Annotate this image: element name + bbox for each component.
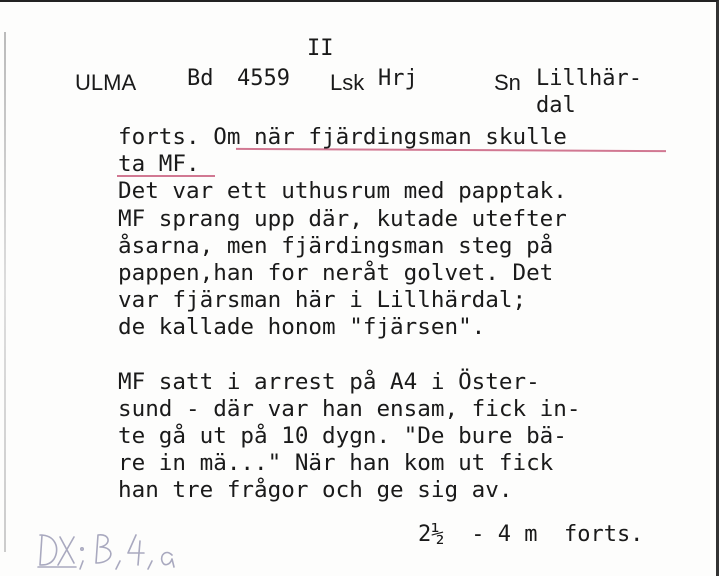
text-line: Det var ett uthusrum med papptak. <box>118 178 567 205</box>
text-line: ta MF. <box>118 151 200 178</box>
page-range-fraction: 2½ <box>418 522 445 547</box>
parish-label: Sn <box>494 70 521 95</box>
text-line: de kallade honom "fjärsen". <box>118 314 486 341</box>
record-text <box>118 124 581 505</box>
province-label: Lsk <box>330 70 365 95</box>
province-value: Hrj <box>378 66 418 91</box>
volume-label: Bd <box>187 66 214 91</box>
text-line: pappen,han for neråt golvet. Det <box>118 259 554 286</box>
card-edge <box>4 32 6 552</box>
page-range-rest: - 4 m forts. <box>458 522 644 547</box>
volume-value: 4559 <box>237 66 290 91</box>
text-line: åsarna, men fjärdingsman steg på <box>118 232 554 259</box>
text-line: MF satt i arrest på A4 i Öster- <box>118 368 540 395</box>
text-line: te gå ut på 10 dygn. "De bure bä- <box>118 423 567 450</box>
text-line: sund - där var han ensam, fick in- <box>118 395 581 422</box>
archive-label: ULMA <box>75 70 137 95</box>
text-line: han tre frågor och ge sig av. <box>118 477 513 504</box>
pencil-classification-mark <box>36 527 216 573</box>
text-line: var fjärsman här i Lillhärdal; <box>118 287 527 314</box>
section-number: II <box>307 36 334 61</box>
text-line: forts. Om när fjärdingsman skulle <box>118 124 567 150</box>
text-line: MF sprang upp där, kutade utefter <box>118 205 567 232</box>
parish-value: Lillhär- <box>536 66 642 91</box>
text-line: re in mä..." När han kom ut fick <box>118 450 554 477</box>
parish-value-continued: dal <box>536 93 576 118</box>
